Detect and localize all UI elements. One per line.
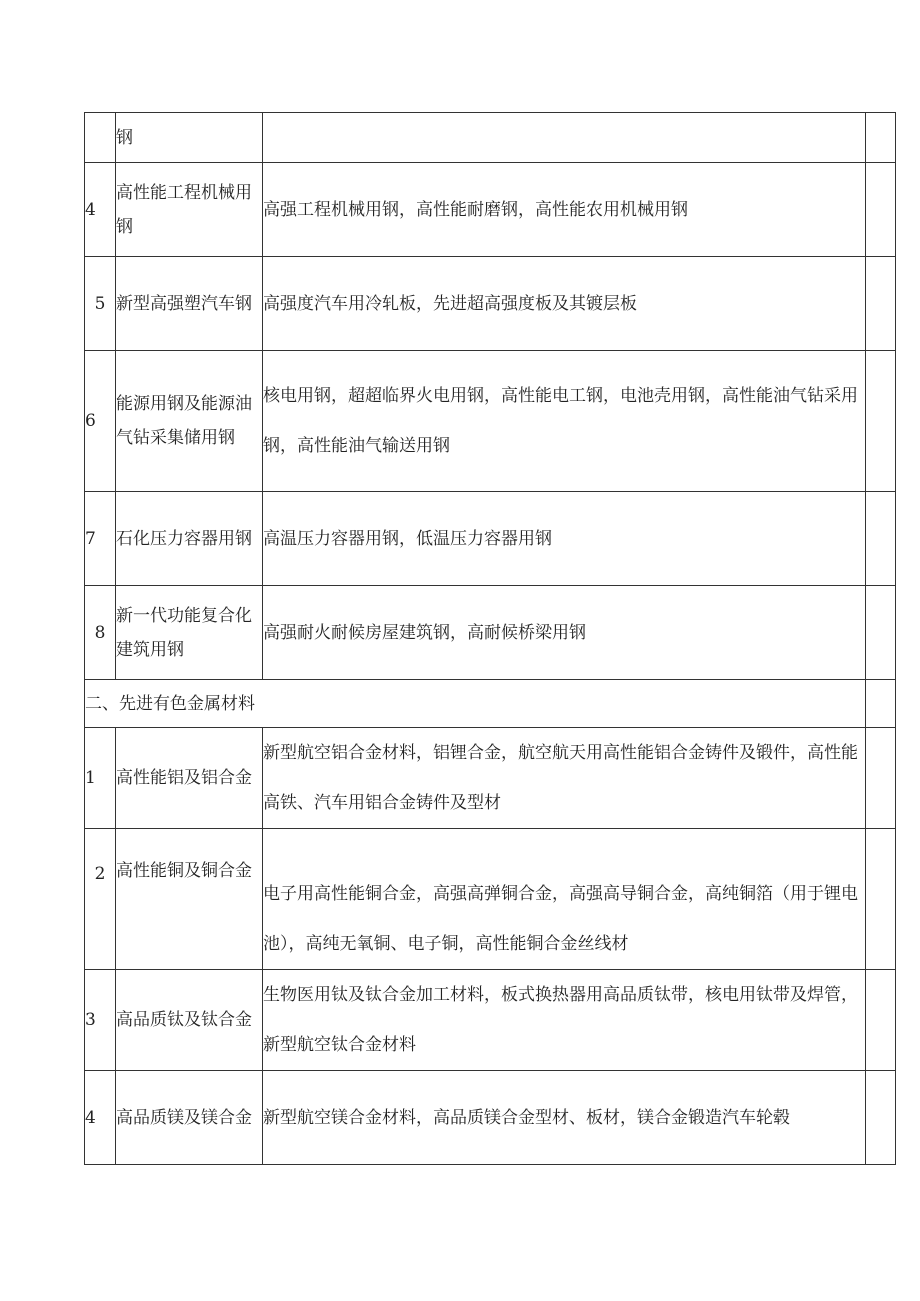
row-extra-cell <box>866 829 896 970</box>
section-title: 二、先进有色金属材料 <box>85 680 866 728</box>
row-number: 5 <box>85 257 116 351</box>
row-description <box>263 113 866 163</box>
table-row <box>85 351 896 492</box>
row-category: 新型高强塑汽车钢 <box>116 257 263 351</box>
row-category: 高性能铜及铜合金 <box>116 829 263 970</box>
row-number: 8 <box>85 586 116 680</box>
row-extra-cell <box>866 728 896 829</box>
row-description: 高强度汽车用冷轧板，先进超高强度板及其镀层板 <box>263 257 866 351</box>
row-category: 高性能工程机械用钢 <box>116 163 263 257</box>
table-row <box>85 586 896 680</box>
row-description: 高强工程机械用钢，高性能耐磨钢，高性能农用机械用钢 <box>263 163 866 257</box>
row-extra-cell <box>866 970 896 1071</box>
row-description: 高温压力容器用钢，低温压力容器用钢 <box>263 492 866 586</box>
row-number: 4 <box>85 163 116 257</box>
row-extra-cell <box>866 1071 896 1165</box>
row-description: 电子用高性能铜合金，高强高弹铜合金，高强高导铜合金，高纯铜箔（用于锂电池），高纯无氧铜、电子铜，高性能铜合金丝线材 <box>263 829 866 970</box>
table-row <box>85 970 896 1071</box>
row-description: 核电用钢，超超临界火电用钢，高性能电工钢，电池壳用钢，高性能油气钻采用钢，高性能油气输送用钢 <box>263 351 866 492</box>
table-row <box>85 1071 896 1165</box>
table-row <box>85 257 896 351</box>
section-header-row <box>85 680 896 728</box>
row-category: 石化压力容器用钢 <box>116 492 263 586</box>
table-row <box>85 113 896 163</box>
row-description: 新型航空铝合金材料，铝锂合金，航空航天用高性能铝合金铸件及锻件，高性能高铁、汽车用铝合金铸件及型材 <box>263 728 866 829</box>
row-category: 高品质镁及镁合金 <box>116 1071 263 1165</box>
row-extra-cell <box>866 492 896 586</box>
row-number: 4 <box>85 1071 116 1165</box>
row-extra-cell <box>866 163 896 257</box>
row-number: 7 <box>85 492 116 586</box>
materials-table <box>84 112 896 1165</box>
row-extra-cell <box>866 113 896 163</box>
table-row <box>85 163 896 257</box>
row-extra-cell <box>866 351 896 492</box>
row-category: 能源用钢及能源油气钻采集储用钢 <box>116 351 263 492</box>
table-row <box>85 728 896 829</box>
row-number: 1 <box>85 728 116 829</box>
row-number: 2 <box>85 829 116 970</box>
row-number: 3 <box>85 970 116 1071</box>
row-extra-cell <box>866 680 896 728</box>
table-row <box>85 492 896 586</box>
row-description: 新型航空镁合金材料，高品质镁合金型材、板材，镁合金锻造汽车轮毂 <box>263 1071 866 1165</box>
row-description: 高强耐火耐候房屋建筑钢，高耐候桥梁用钢 <box>263 586 866 680</box>
row-extra-cell <box>866 586 896 680</box>
table-row <box>85 829 896 970</box>
row-extra-cell <box>866 257 896 351</box>
row-number <box>85 113 116 163</box>
row-category: 高性能铝及铝合金 <box>116 728 263 829</box>
row-category: 新一代功能复合化建筑用钢 <box>116 586 263 680</box>
row-category: 钢 <box>116 113 263 163</box>
row-category: 高品质钛及钛合金 <box>116 970 263 1071</box>
row-description: 生物医用钛及钛合金加工材料，板式换热器用高品质钛带，核电用钛带及焊管，新型航空钛合金材料 <box>263 970 866 1071</box>
row-number: 6 <box>85 351 116 492</box>
